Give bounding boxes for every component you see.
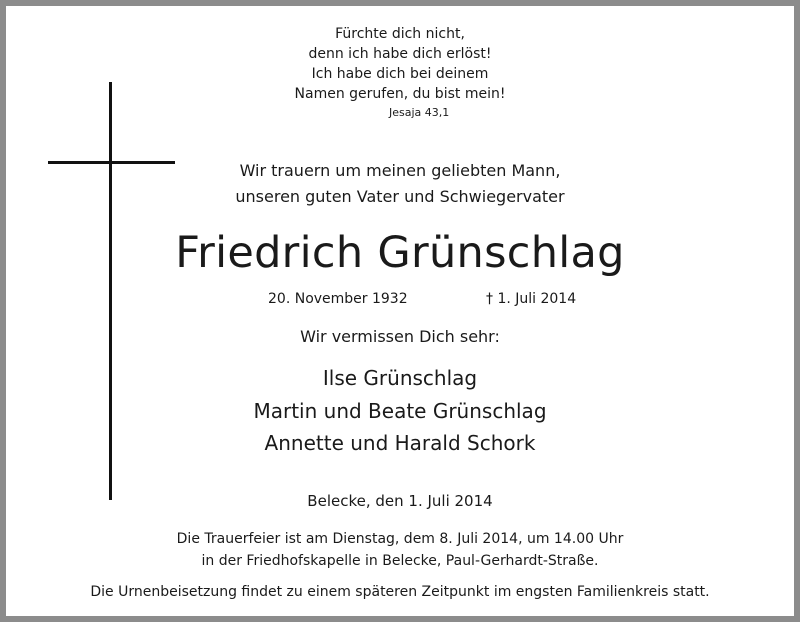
- funeral-line-2: in der Friedhofskapelle in Belecke, Paul-Gerhardt-Straße.: [201, 553, 599, 569]
- miss-text: Wir vermissen Dich sehr:: [300, 327, 500, 346]
- mourner-1: Ilse Grünschlag: [322, 366, 478, 390]
- death-date: † 1. Juli 2014: [486, 291, 577, 307]
- deceased-name: Friedrich Grünschlag: [175, 228, 625, 278]
- urn-burial-text: Die Urnenbeisetzung findet zu einem späteren Zeitpunkt im engsten Familienkreis statt.: [90, 584, 710, 600]
- birth-date: 20. November 1932: [268, 291, 408, 307]
- place-date: Belecke, den 1. Juli 2014: [307, 492, 493, 510]
- verse-line-3: Ich habe dich bei deinem: [311, 66, 489, 82]
- intro-line-2: unseren guten Vater und Schwiegervater: [235, 187, 565, 206]
- intro-line-1: Wir trauern um meinen geliebten Mann,: [239, 161, 561, 180]
- verse-line-2: denn ich habe dich erlöst!: [308, 46, 492, 62]
- funeral-line-1: Die Trauerfeier ist am Dienstag, dem 8. Juli 2014, um 14.00 Uhr: [176, 531, 624, 547]
- life-dates: [6, 291, 794, 311]
- verse-line-1: Fürchte dich nicht,: [335, 26, 465, 42]
- mourner-2: Martin und Beate Grünschlag: [253, 399, 547, 423]
- mourner-3: Annette und Harald Schork: [264, 431, 536, 455]
- verse-reference: Jesaja 43,1: [389, 106, 450, 119]
- verse-line-4: Namen gerufen, du bist mein!: [294, 86, 506, 102]
